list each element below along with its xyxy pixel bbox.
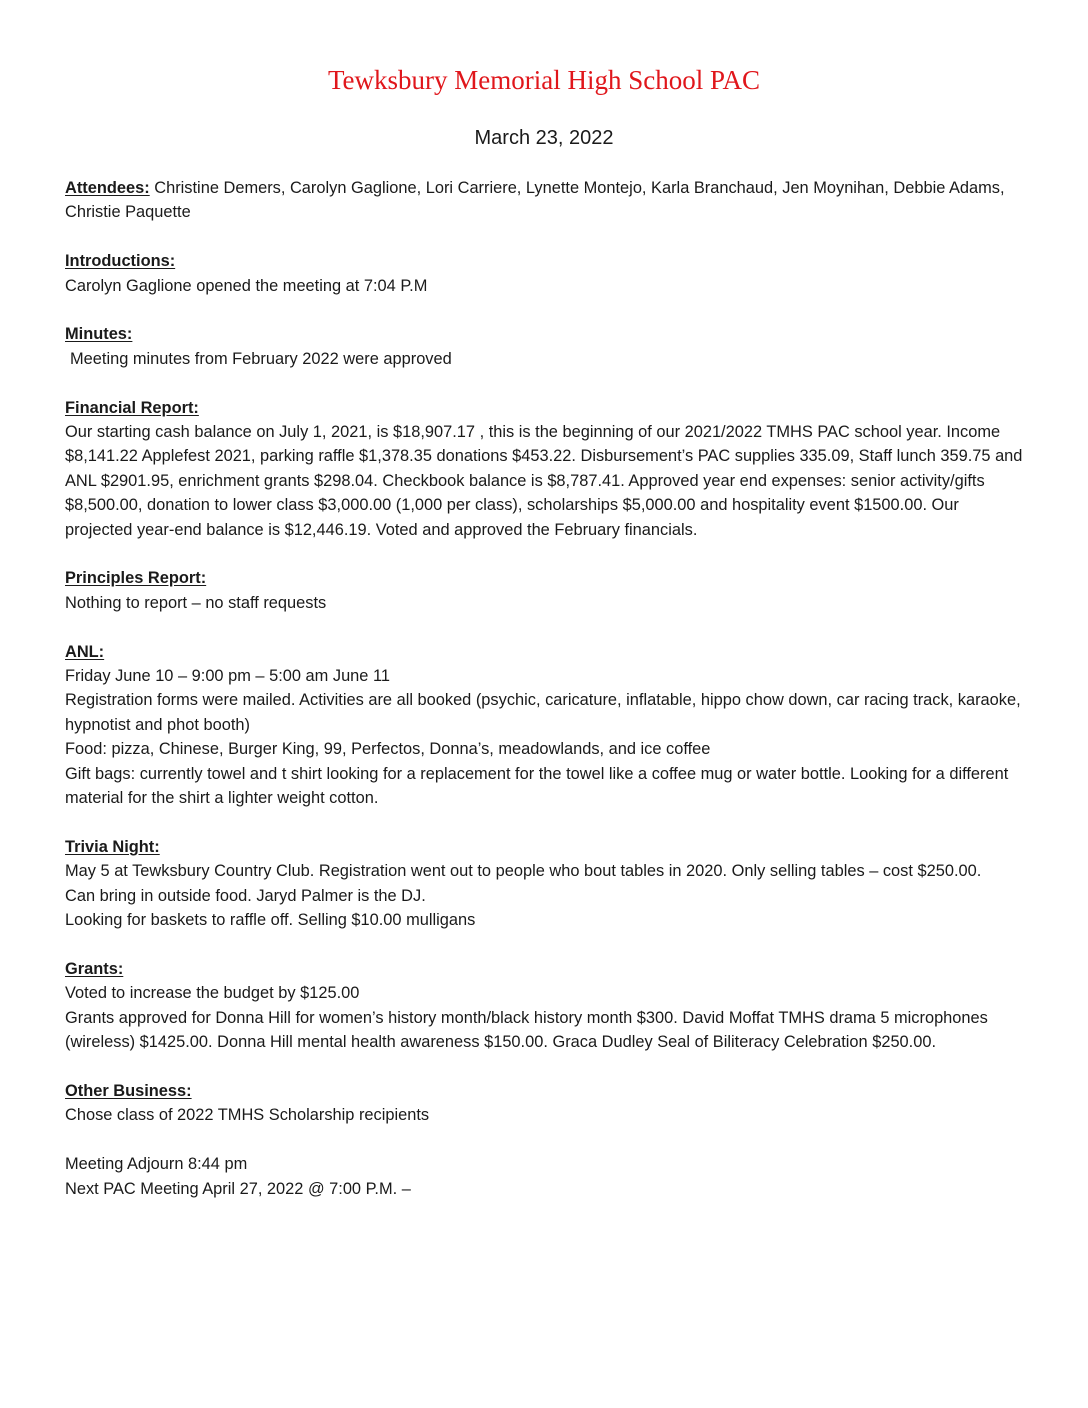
attendees-list: Christine Demers, Carolyn Gaglione, Lori Carriere, Lynette Montejo, Karla Branchaud, Jen Moynihan, Debbie Adams, Christie Paquette bbox=[65, 179, 1005, 222]
attendees-section bbox=[65, 176, 1025, 225]
anl-gift-bags-line: Gift bags: currently towel and t shirt looking for a replacement for the towel like a coffee mug or water bottle. Looking for a different material for the shirt a lighter weight cotton. bbox=[65, 764, 1009, 808]
financial-section bbox=[65, 396, 1025, 542]
trivia-raffle-line: Looking for baskets to raffle off. Selling $10.00 mulligans bbox=[65, 911, 476, 930]
meeting-date: March 23, 2022 bbox=[474, 127, 614, 149]
minutes-heading: Minutes: bbox=[65, 325, 133, 344]
minutes-section bbox=[65, 322, 1025, 371]
introductions-section bbox=[65, 249, 1025, 298]
anl-registration-line: Registration forms were mailed. Activities are all booked (psychic, caricature, inflatable, hippo chow down, car racing track, karaoke, hypnotist and phot booth) bbox=[65, 691, 1021, 734]
closing-section bbox=[65, 1152, 1025, 1201]
principles-line: Nothing to report – no staff requests bbox=[65, 593, 327, 612]
trivia-venue-line: May 5 at Tewksbury Country Club. Registration went out to people who bout tables in 2020. Only selling tables – cost $250.00. bbox=[65, 862, 982, 881]
grants-heading: Grants: bbox=[65, 959, 124, 978]
minutes-line: Meeting minutes from February 2022 were approved bbox=[70, 349, 452, 368]
principles-heading: Principles Report: bbox=[65, 569, 207, 588]
other-business-heading: Other Business: bbox=[65, 1081, 192, 1100]
principles-section bbox=[65, 566, 1025, 615]
document-body bbox=[65, 176, 1025, 1225]
financial-heading: Financial Report: bbox=[65, 398, 199, 417]
attendees-paragraph bbox=[65, 176, 1025, 225]
grants-section bbox=[65, 957, 1025, 1055]
grants-budget-line: Voted to increase the budget by $125.00 bbox=[65, 984, 360, 1003]
other-business-line: Chose class of 2022 TMHS Scholarship recipients bbox=[65, 1106, 430, 1125]
introductions-heading: Introductions: bbox=[65, 252, 176, 271]
attendees-heading: Attendees: bbox=[65, 179, 150, 197]
anl-food-line: Food: pizza, Chinese, Burger King, 99, Perfectos, Donna’s, meadowlands, and ice coffee bbox=[65, 740, 711, 759]
next-meeting-line: Next PAC Meeting April 27, 2022 @ 7:00 P.M. – bbox=[65, 1179, 411, 1198]
trivia-section bbox=[65, 835, 1025, 933]
introductions-line: Carolyn Gaglione opened the meeting at 7:04 P.M bbox=[65, 276, 428, 295]
trivia-heading: Trivia Night: bbox=[65, 837, 160, 856]
grants-approved-paragraph: Grants approved for Donna Hill for women’s history month/black history month $300. David Moffat TMHS drama 5 microphones (wireless) $1425.00. Donna Hill mental health awareness $150.00. Graca Dudley Seal of Biliteracy Celebration $250.00. bbox=[65, 1008, 988, 1052]
anl-heading: ANL: bbox=[65, 642, 105, 661]
document-title: Tewksbury Memorial High School PAC bbox=[327, 65, 761, 95]
adjourn-line: Meeting Adjourn 8:44 pm bbox=[65, 1155, 248, 1174]
trivia-food-line: Can bring in outside food. Jaryd Palmer is the DJ. bbox=[65, 886, 426, 905]
anl-section bbox=[65, 640, 1025, 811]
anl-date-line: Friday June 10 – 9:00 pm – 5:00 am June 11 bbox=[65, 667, 390, 686]
financial-paragraph: Our starting cash balance on July 1, 2021, is $18,907.17 , this is the beginning of our 2021/2022 TMHS PAC school year. Income $8,141.22 Applefest 2021, parking raffle $1,378.35 donations $453.22. Disbursement’s PAC supplies 335.09, Staff lunch 359.75 and ANL $2901.95, enrichment grants $298.04. Checkbook balance is $8,787.41. Approved year end expenses: senior activity/gifts $8,500.00, donation to lower class $3,000.00 (1,000 per class), scholarships $5,000.00 and hospitality event $1500.00. Our projected year-end balance is $12,446.19. Voted and approved the February financials. bbox=[65, 423, 1023, 539]
other-business-section bbox=[65, 1079, 1025, 1128]
